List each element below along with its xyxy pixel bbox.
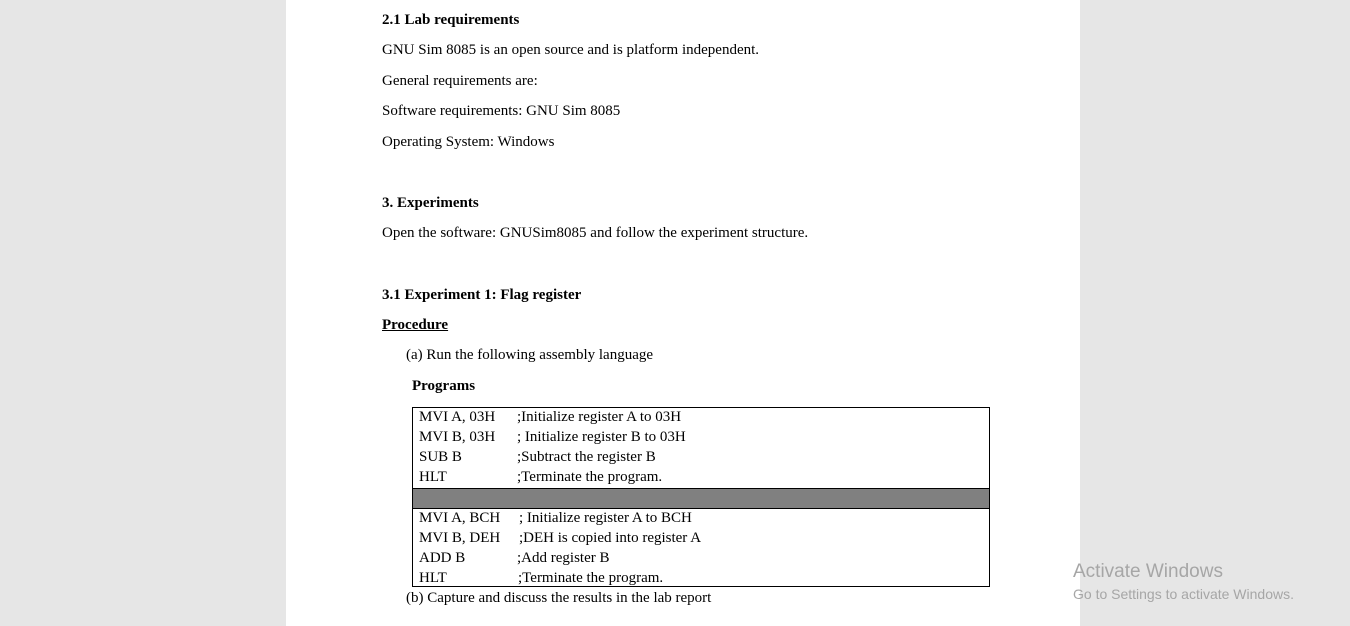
lab-requirements-heading: 2.1 Lab requirements	[382, 12, 520, 28]
lab-line-3: Software requirements: GNU Sim 8085	[382, 103, 621, 119]
procedure-heading: Procedure	[382, 317, 449, 333]
program-separator	[413, 488, 989, 509]
program1-line-2-instr: MVI B, 03H	[419, 429, 496, 445]
program2-line-4-instr: HLT	[419, 570, 447, 586]
lab-line-2: General requirements are:	[382, 73, 538, 89]
experiments-heading: 3. Experiments	[382, 195, 479, 211]
program1-line-1-instr: MVI A, 03H	[419, 409, 496, 425]
program2-line-4-comment: ;Terminate the program.	[518, 570, 664, 586]
program-code-box	[412, 407, 990, 587]
document-page	[286, 0, 1080, 626]
program2-line-1-instr: MVI A, BCH	[419, 510, 501, 526]
program2-line-2-comment: ;DEH is copied into register A	[519, 530, 702, 546]
program2-line-1-comment: ; Initialize register A to BCH	[519, 510, 692, 526]
program1-line-3-comment: ;Subtract the register B	[517, 449, 656, 465]
program2-line-3-instr: ADD B	[419, 550, 466, 566]
lab-line-4: Operating System: Windows	[382, 134, 555, 150]
program1-line-4-instr: HLT	[419, 469, 447, 485]
program1-line-2-comment: ; Initialize register B to 03H	[517, 429, 686, 445]
program2-line-3-comment: ;Add register B	[517, 550, 610, 566]
program1-line-3-instr: SUB B	[419, 449, 462, 465]
program1-line-1-comment: ;Initialize register A to 03H	[517, 409, 682, 425]
activate-windows-watermark	[1073, 561, 1294, 603]
lab-line-1: GNU Sim 8085 is an open source and is platform independent.	[382, 42, 760, 58]
programs-label: Programs	[412, 378, 476, 394]
watermark-subtitle: Go to Settings to activate Windows.	[1073, 586, 1294, 602]
step-a: (a) Run the following assembly language	[406, 347, 654, 363]
program2-line-2-instr: MVI B, DEH	[419, 530, 501, 546]
watermark-title: Activate Windows	[1073, 561, 1223, 582]
experiments-line: Open the software: GNUSim8085 and follow the experiment structure.	[382, 225, 809, 241]
experiment1-heading: 3.1 Experiment 1: Flag register	[382, 287, 582, 303]
step-b: (b) Capture and discuss the results in the lab report	[406, 590, 712, 606]
program1-line-4-comment: ;Terminate the program.	[517, 469, 663, 485]
